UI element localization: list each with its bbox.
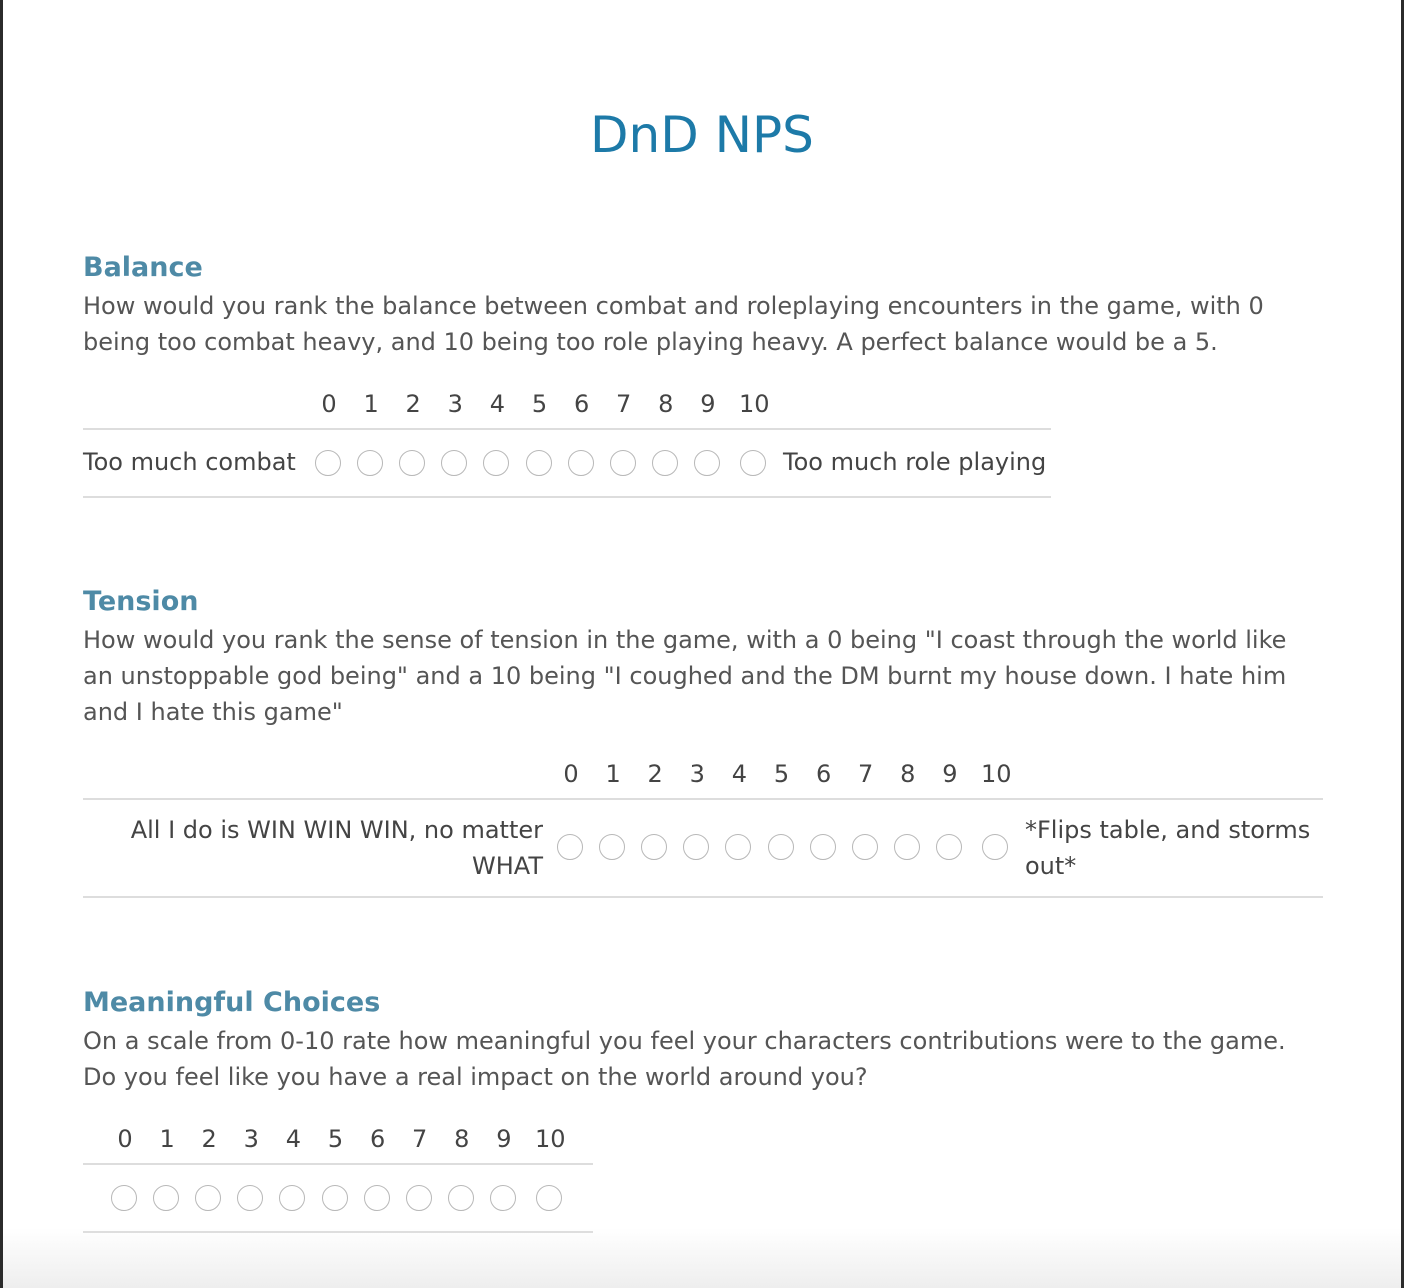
scale-radio-3[interactable] bbox=[683, 834, 709, 860]
scale-radio-0[interactable] bbox=[315, 450, 341, 476]
scale-number: 9 bbox=[496, 1125, 512, 1153]
scale-radio-7[interactable] bbox=[852, 834, 878, 860]
scale-number: 9 bbox=[942, 760, 958, 788]
question-balance bbox=[83, 250, 1323, 498]
scale-radio-7[interactable] bbox=[406, 1185, 432, 1211]
scale-number: 8 bbox=[658, 390, 674, 418]
scale-high-label: *Flips table, and storms out* bbox=[1025, 816, 1311, 880]
scale-radio-5[interactable] bbox=[768, 834, 794, 860]
question-title: Balance bbox=[83, 252, 203, 283]
scale-radio-1[interactable] bbox=[599, 834, 625, 860]
scale-number: 8 bbox=[454, 1125, 470, 1153]
scale-number: 7 bbox=[616, 390, 632, 418]
question-description: How would you rank the balance between combat and roleplaying encounters in the game, with 0 being too combat heavy, and 10 being too role playing heavy. A perfect balance would be a 5. bbox=[83, 292, 1264, 356]
scale-radio-6[interactable] bbox=[364, 1185, 390, 1211]
scale-number: 1 bbox=[363, 390, 379, 418]
question-title: Meaningful Choices bbox=[83, 987, 381, 1018]
scale-radio-5[interactable] bbox=[322, 1185, 348, 1211]
scale-numbers bbox=[83, 1123, 1323, 1163]
scale-number: 0 bbox=[563, 760, 579, 788]
scale-radio-3[interactable] bbox=[237, 1185, 263, 1211]
scale-radio-10[interactable] bbox=[740, 450, 766, 476]
scale-number: 6 bbox=[573, 390, 590, 418]
scale-radio-6[interactable] bbox=[568, 450, 594, 476]
scale-number: 0 bbox=[117, 1125, 133, 1153]
scale-number: 1 bbox=[159, 1125, 175, 1153]
scale-radio-4[interactable] bbox=[279, 1185, 305, 1211]
linear-scale bbox=[83, 388, 1323, 498]
scale-number: 10 bbox=[739, 390, 770, 418]
scale-number: 4 bbox=[285, 1125, 302, 1153]
scale-radio-10[interactable] bbox=[536, 1185, 562, 1211]
question-description: On a scale from 0-10 rate how meaningful you feel your characters contributions were to the game. Do you feel like you have a real impact on the world around you? bbox=[83, 1027, 1286, 1091]
scale-radio-8[interactable] bbox=[652, 450, 678, 476]
scale-number: 7 bbox=[412, 1125, 428, 1153]
scale-radio-9[interactable] bbox=[936, 834, 962, 860]
scale-number: 3 bbox=[447, 390, 463, 418]
scale-radio-8[interactable] bbox=[448, 1185, 474, 1211]
scale-number: 1 bbox=[605, 760, 621, 788]
scale-number: 6 bbox=[815, 760, 832, 788]
scale-radio-9[interactable] bbox=[694, 450, 720, 476]
bottom-fade bbox=[3, 1228, 1401, 1288]
scale-numbers bbox=[83, 388, 1323, 428]
linear-scale bbox=[83, 1123, 1323, 1233]
scale-radio-2[interactable] bbox=[641, 834, 667, 860]
question-description: How would you rank the sense of tension in the game, with a 0 being "I coast through the world like an unstoppable god being" and a 10 being "I coughed and the DM burnt my house down. I hate him and I hate this game" bbox=[83, 626, 1287, 726]
scale-number: 9 bbox=[700, 390, 716, 418]
scale-number: 2 bbox=[201, 1125, 217, 1153]
question-title: Tension bbox=[83, 586, 199, 617]
scale-numbers bbox=[83, 758, 1323, 798]
scale-number: 5 bbox=[773, 760, 790, 788]
question-tension bbox=[83, 584, 1323, 898]
scale-number: 5 bbox=[327, 1125, 344, 1153]
scale-radio-4[interactable] bbox=[725, 834, 751, 860]
scale-number: 5 bbox=[531, 390, 548, 418]
scale-high-label: Too much role playing bbox=[783, 448, 1047, 476]
scale-radio-1[interactable] bbox=[153, 1185, 179, 1211]
scale-number: 3 bbox=[689, 760, 705, 788]
scale-radio-6[interactable] bbox=[810, 834, 836, 860]
scale-number: 4 bbox=[489, 390, 506, 418]
question-meaningful-choices bbox=[83, 985, 1323, 1233]
scale-number: 2 bbox=[647, 760, 663, 788]
scale-radio-10[interactable] bbox=[982, 834, 1008, 860]
scale-row bbox=[83, 428, 1051, 498]
scale-number: 0 bbox=[321, 390, 337, 418]
scale-radio-9[interactable] bbox=[490, 1185, 516, 1211]
scale-row bbox=[83, 1163, 593, 1233]
scale-low-label: All I do is WIN WIN WIN, no matter WHAT bbox=[130, 816, 543, 880]
scale-radio-4[interactable] bbox=[483, 450, 509, 476]
scale-number: 10 bbox=[981, 760, 1012, 788]
scale-radio-7[interactable] bbox=[610, 450, 636, 476]
scale-radio-0[interactable] bbox=[111, 1185, 137, 1211]
scale-number: 4 bbox=[731, 760, 748, 788]
scale-number: 6 bbox=[369, 1125, 386, 1153]
linear-scale bbox=[83, 758, 1323, 898]
scale-radio-5[interactable] bbox=[526, 450, 552, 476]
scale-radio-2[interactable] bbox=[399, 450, 425, 476]
scale-number: 2 bbox=[405, 390, 421, 418]
scale-number: 3 bbox=[243, 1125, 259, 1153]
scale-radio-3[interactable] bbox=[441, 450, 467, 476]
scale-row bbox=[83, 798, 1323, 898]
scale-number: 8 bbox=[900, 760, 916, 788]
scale-low-label: Too much combat bbox=[83, 448, 296, 476]
scale-radio-1[interactable] bbox=[357, 450, 383, 476]
scale-radio-2[interactable] bbox=[195, 1185, 221, 1211]
scale-radio-0[interactable] bbox=[557, 834, 583, 860]
form-title: DnD NPS bbox=[590, 106, 814, 164]
scale-radio-8[interactable] bbox=[894, 834, 920, 860]
scale-number: 10 bbox=[535, 1125, 566, 1153]
scale-number: 7 bbox=[858, 760, 874, 788]
